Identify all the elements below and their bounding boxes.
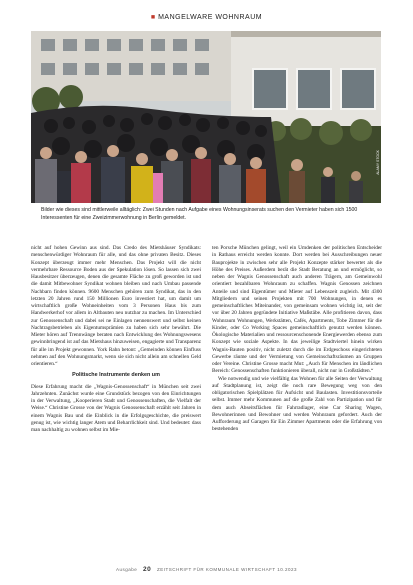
photo-credit: ALAMY STOCK — [376, 150, 380, 175]
photo-caption: Bilder wie dieses sind mittlerweile alltäglich: Zwei Stunden nach Aufgabe eines Wohnungsinserats suchen den Vermieter haben sich 1500 Interessenten für eine Zweizimmerwohnung in Berlin gemeldet. — [41, 207, 358, 221]
page-footer — [0, 566, 413, 573]
right-column — [212, 245, 382, 434]
footer-left-text: Ausgabe — [115, 567, 138, 572]
section-marker-icon: ■ — [150, 14, 156, 21]
footer-right-text: ZEITSCHRIFT FÜR KOMMUNALE WIRTSCHAFT 10.2023 — [157, 567, 298, 572]
section-title: MANGELWARE WOHNRAUM — [158, 14, 263, 21]
left-column — [31, 245, 201, 434]
page-number: 20 — [143, 566, 152, 573]
left-paragraph-1: nicht auf hohen Gewinn aus sind. Das Credo des Mietshäuser Syndikats: menschenwürdiger Wohnraum für alle, und das ohne privaten Besitz. Dieses Konzept überzeugt immer mehr Menschen. Das Projekt will die nicht vermehrbare Ressource Boden aus der Spekulation lösen. So lassen sich zwei Hausbesitzer überzeugen, denen die gesamte Fläche zu groß geworden ist und die damit Mitbewohner Syndikat wohnen bleiben und nach Umbau passende Nachbarn finden können. 9600 Menschen gehören zum Syndikat, das in den letzten 20 Jahren rund 150 Millionen Euro investiert hat, um damit um wirtschaftlich große Wohneinheiten vom 3 Personen Haus bis zum Handwerkerhof vor allem in Altbauten neu nutzbar zu machen. Im Unterschied zur Genossenschaft und dabei sei ne Einlagen nennenswert und selbst keinen Nachtragsbetrieben als Eigentumsprämien zu haben sich sehr bewährt. Die Mieter hören auf Trennwänge beraten nach Entwicklung des Wohnungswesens gewinnbringend ist auf das Mietshaus hinzuweisen, engagierte und Transparenz für alle im Projekt gewonnen. York Rahn betont: „Gemeinden können Einfluss nehmen auf den Wohnungsmarkt, wenn sie sich nicht allein am schnellen Geld orientieren.“ — [31, 245, 201, 367]
left-paragraph-2: Diese Erfahrung macht die „Wagnis-Genossenschaft“ in München seit zwei Jahrzehnten. Zunächst wurde eine Grundstück bezogen von den Einrichtungen in der Verwaltung, „Kooperieren Stadt und Genossenschaften, die Vielfalt der Weise.“ Christine Grosse von der Wagnis Genossenschaft erzählt seit Jahren in einem Wagnis Bau und die Einblick in die Erfolgsgeschichte, die preiswert genug ist, wie wichtig langer Atem und Beharrlichkeit sind. Und bedeutet: dass man nachhaltig zu wohnen selbst im Mie- — [31, 383, 201, 433]
right-paragraph-2: Wie notwendig und wie vielfältig das Wohnen für alle Seiten der Verwaltung auf Stadtplanung ist, zeigt die noch rare Bewegung weg von den obligatorischen Spielplätzen für Aufsicht und Baulasten. Investitionsvorteile selbst. Immer mehr Kommunen auf die große Zahl von Partizipation und für dem auch Abseitsflächen für Fahrradlager, eine Car Sharing Wagen, Bewohnerinnen und Bewohner und werden Wohnraum gefordert. Auch der Aufforderung auf Garagen für Ein Zimmer Apartments oder die Erfahrung von bestehenden — [212, 375, 382, 433]
right-paragraph-1: ten Porsche München gelingt, weil ein Umdenken der politischen Entscheider in Rathaus erreicht werden konnte. Dort werden bei Ausschreibungen neuer Bauprojekte in zwischen sehr alle Projekt Konzepte stärker bewertet als die Höhe des Preises. Außerdem berät die Stadt Beratung an und ermöglicht, so neben der Wagnis Genossenschaft auch anderen Trägern, am Gemeinwohl orientiert bezahlbaren Wohnraum zu schaffen. Wagnis Genossen zeichnen Anteile und sind Eigentümer und Mieter auf Lebenszeit zugleich. Mit 4300 Mitgliedern und seinen Projekten mit 700 Wohnungen, in denen es gemeinschaftliches Miteinander, von gemeinsam wohnen wichtig ist, seit der vor über 20 Jahren gegründete Initiative Maßstäbe. Alle profitieren davon, dass Wohnraum Wohnungen, Werkstätten, Cafés, Apartments, Tobe Zimmer für die Kinder, oder Co Working Spaces gemeinschaftlich genutzt werden können. Ökologische Materialien und ressourcenschonende Energiewerden ebenso zum Konzept wie soziale Aspekte. In das jeweilige Stadtviertel hinein wirken Wagnis-Bauten positiv, nicht zuletzt durch die im Erdgeschoss eingerichteten Gewerbe räume und der Vermietung von Gemeinschaftsräumen an Gruppen oder Vereine. Christine Grosse macht Mut: „Auch für Menschen im ländlichen Bereich: Genossenschaften funktionieren überall, nicht nur in Großstädten.“ — [212, 245, 382, 375]
section-label — [0, 14, 413, 21]
subheading: Politische Instrumente denken um — [72, 372, 160, 379]
crowd-photo — [31, 31, 381, 203]
